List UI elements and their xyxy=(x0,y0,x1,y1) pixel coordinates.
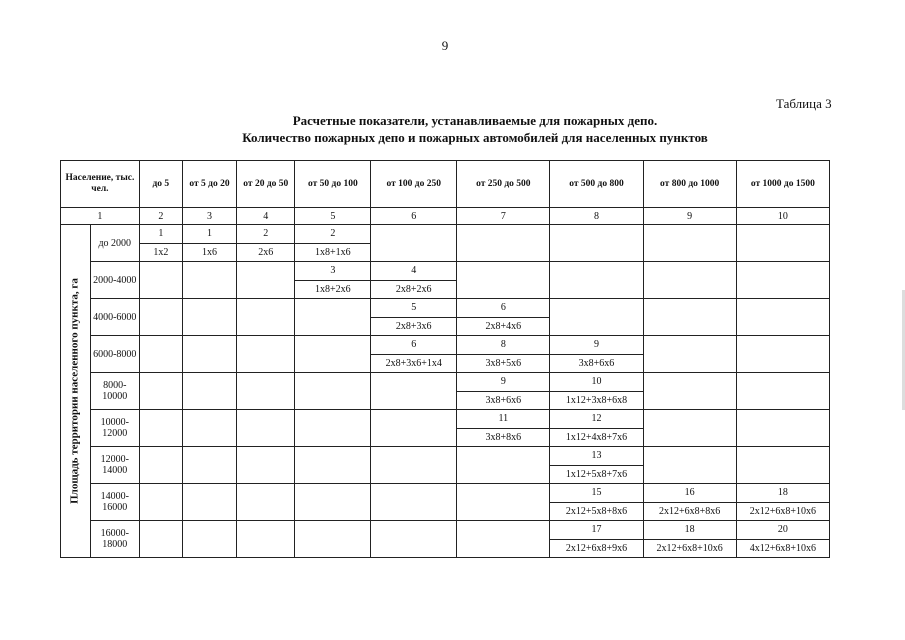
empty-cell xyxy=(371,484,457,521)
vehicle-config: 3x8+5x6 xyxy=(457,354,550,373)
empty-cell xyxy=(139,447,182,484)
empty-cell xyxy=(237,336,295,373)
empty-cell xyxy=(371,225,457,262)
depot-count: 12 xyxy=(550,410,643,429)
table-row xyxy=(61,373,830,392)
empty-cell xyxy=(182,521,236,558)
vehicle-config: 4x12+6x8+10x6 xyxy=(736,539,829,558)
table-row xyxy=(61,262,830,281)
table-row xyxy=(61,521,830,540)
col-number: 10 xyxy=(736,208,829,225)
table-row xyxy=(61,225,830,244)
empty-cell xyxy=(371,373,457,410)
header-col: от 50 до 100 xyxy=(295,161,371,208)
empty-cell xyxy=(139,484,182,521)
empty-cell xyxy=(139,521,182,558)
side-label-cell xyxy=(61,225,91,558)
empty-cell xyxy=(736,299,829,336)
empty-cell xyxy=(457,225,550,262)
empty-cell xyxy=(457,484,550,521)
vehicle-config: 2x8+3x6 xyxy=(371,317,457,336)
depot-count: 11 xyxy=(457,410,550,429)
vehicle-config: 2x8+2x6 xyxy=(371,280,457,299)
empty-cell xyxy=(237,299,295,336)
empty-cell xyxy=(295,521,371,558)
empty-cell xyxy=(295,299,371,336)
empty-cell xyxy=(237,410,295,447)
depot-count: 5 xyxy=(371,299,457,318)
empty-cell xyxy=(371,521,457,558)
page-number: 9 xyxy=(441,38,449,53)
header-row xyxy=(61,161,830,208)
header-col: от 100 до 250 xyxy=(371,161,457,208)
side-label: Площадь территории населенного пункта, га xyxy=(68,278,81,504)
col-number: 4 xyxy=(237,208,295,225)
vehicle-config: 1x8+2x6 xyxy=(295,280,371,299)
depot-count: 17 xyxy=(550,521,643,540)
header-col: от 5 до 20 xyxy=(182,161,236,208)
fire-depot-table xyxy=(60,160,830,558)
vehicle-config: 2x6 xyxy=(237,243,295,262)
vehicle-config: 1x6 xyxy=(182,243,236,262)
col-number: 7 xyxy=(457,208,550,225)
empty-cell xyxy=(550,225,643,262)
depot-count: 9 xyxy=(550,336,643,355)
empty-cell xyxy=(736,410,829,447)
vehicle-config: 2x12+5x8+8x6 xyxy=(550,502,643,521)
depot-count: 20 xyxy=(736,521,829,540)
depot-count: 8 xyxy=(457,336,550,355)
empty-cell xyxy=(295,447,371,484)
vehicle-config: 1x8+1x6 xyxy=(295,243,371,262)
empty-cell xyxy=(295,373,371,410)
col-number: 1 xyxy=(61,208,140,225)
col-number: 2 xyxy=(139,208,182,225)
depot-count: 2 xyxy=(295,225,371,244)
empty-cell xyxy=(643,410,736,447)
empty-cell xyxy=(139,262,182,299)
depot-count: 9 xyxy=(457,373,550,392)
depot-count: 13 xyxy=(550,447,643,466)
vehicle-config: 3x8+6x6 xyxy=(550,354,643,373)
table-label: Таблица 3 xyxy=(776,96,832,111)
depot-count: 1 xyxy=(182,225,236,244)
header-col: от 1000 до 1500 xyxy=(736,161,829,208)
empty-cell xyxy=(550,262,643,299)
table-title-line1: Расчетные показатели, устанавливаемые для пожарных депо. xyxy=(292,113,658,128)
vehicle-config: 1x12+5x8+7x6 xyxy=(550,465,643,484)
empty-cell xyxy=(237,447,295,484)
empty-cell xyxy=(182,373,236,410)
area-cell: 10000-12000 xyxy=(90,410,139,447)
depot-count: 15 xyxy=(550,484,643,503)
col-number: 9 xyxy=(643,208,736,225)
empty-cell xyxy=(736,336,829,373)
vehicle-config: 1x12+3x8+6x8 xyxy=(550,391,643,410)
empty-cell xyxy=(237,373,295,410)
vehicle-config: 1x12+4x8+7x6 xyxy=(550,428,643,447)
header-population: Население, тыс. чел. xyxy=(61,161,140,208)
empty-cell xyxy=(295,410,371,447)
table-row xyxy=(61,484,830,503)
depot-count: 3 xyxy=(295,262,371,281)
empty-cell xyxy=(182,410,236,447)
empty-cell xyxy=(295,484,371,521)
empty-cell xyxy=(182,336,236,373)
empty-cell xyxy=(643,447,736,484)
col-number: 6 xyxy=(371,208,457,225)
header-col: от 500 до 800 xyxy=(550,161,643,208)
vehicle-config: 3x8+6x6 xyxy=(457,391,550,410)
vehicle-config: 2x12+6x8+10x6 xyxy=(643,539,736,558)
vehicle-config: 2x12+6x8+8x6 xyxy=(643,502,736,521)
depot-count: 4 xyxy=(371,262,457,281)
header-col: от 250 до 500 xyxy=(457,161,550,208)
depot-count: 2 xyxy=(237,225,295,244)
empty-cell xyxy=(182,299,236,336)
area-cell: 12000-14000 xyxy=(90,447,139,484)
empty-cell xyxy=(736,262,829,299)
depot-count: 6 xyxy=(457,299,550,318)
area-cell: 16000-18000 xyxy=(90,521,139,558)
depot-count: 10 xyxy=(550,373,643,392)
header-col: от 800 до 1000 xyxy=(643,161,736,208)
vehicle-config: 2x8+3x6+1x4 xyxy=(371,354,457,373)
table-row xyxy=(61,447,830,466)
depot-count: 1 xyxy=(139,225,182,244)
empty-cell xyxy=(643,336,736,373)
table-title-line2: Количество пожарных депо и пожарных автомобилей для населенных пунктов xyxy=(242,130,708,145)
empty-cell xyxy=(736,373,829,410)
table-row xyxy=(61,410,830,429)
vehicle-config: 2x12+6x8+10x6 xyxy=(736,502,829,521)
empty-cell xyxy=(736,447,829,484)
empty-cell xyxy=(182,262,236,299)
empty-cell xyxy=(457,262,550,299)
empty-cell xyxy=(643,373,736,410)
empty-cell xyxy=(371,410,457,447)
col-number: 5 xyxy=(295,208,371,225)
empty-cell xyxy=(736,225,829,262)
area-cell: 14000-16000 xyxy=(90,484,139,521)
empty-cell xyxy=(643,225,736,262)
col-number: 8 xyxy=(550,208,643,225)
empty-cell xyxy=(643,299,736,336)
area-cell: 6000-8000 xyxy=(90,336,139,373)
empty-cell xyxy=(457,447,550,484)
empty-cell xyxy=(139,373,182,410)
empty-cell xyxy=(237,484,295,521)
empty-cell xyxy=(182,447,236,484)
empty-cell xyxy=(139,410,182,447)
area-cell: 2000-4000 xyxy=(90,262,139,299)
area-cell: до 2000 xyxy=(90,225,139,262)
empty-cell xyxy=(237,521,295,558)
area-cell: 8000-10000 xyxy=(90,373,139,410)
header-col: до 5 xyxy=(139,161,182,208)
table-row xyxy=(61,336,830,355)
empty-cell xyxy=(139,336,182,373)
col-number-row xyxy=(61,208,830,225)
depot-count: 16 xyxy=(643,484,736,503)
depot-count: 6 xyxy=(371,336,457,355)
empty-cell xyxy=(139,299,182,336)
header-col: от 20 до 50 xyxy=(237,161,295,208)
depot-count: 18 xyxy=(643,521,736,540)
vehicle-config: 1x2 xyxy=(139,243,182,262)
vehicle-config: 2x8+4x6 xyxy=(457,317,550,336)
empty-cell xyxy=(457,521,550,558)
area-cell: 4000-6000 xyxy=(90,299,139,336)
empty-cell xyxy=(550,299,643,336)
empty-cell xyxy=(295,336,371,373)
table-row xyxy=(61,299,830,318)
empty-cell xyxy=(371,447,457,484)
empty-cell xyxy=(643,262,736,299)
vehicle-config: 3x8+8x6 xyxy=(457,428,550,447)
vehicle-config: 2x12+6x8+9x6 xyxy=(550,539,643,558)
empty-cell xyxy=(182,484,236,521)
col-number: 3 xyxy=(182,208,236,225)
depot-count: 18 xyxy=(736,484,829,503)
empty-cell xyxy=(237,262,295,299)
